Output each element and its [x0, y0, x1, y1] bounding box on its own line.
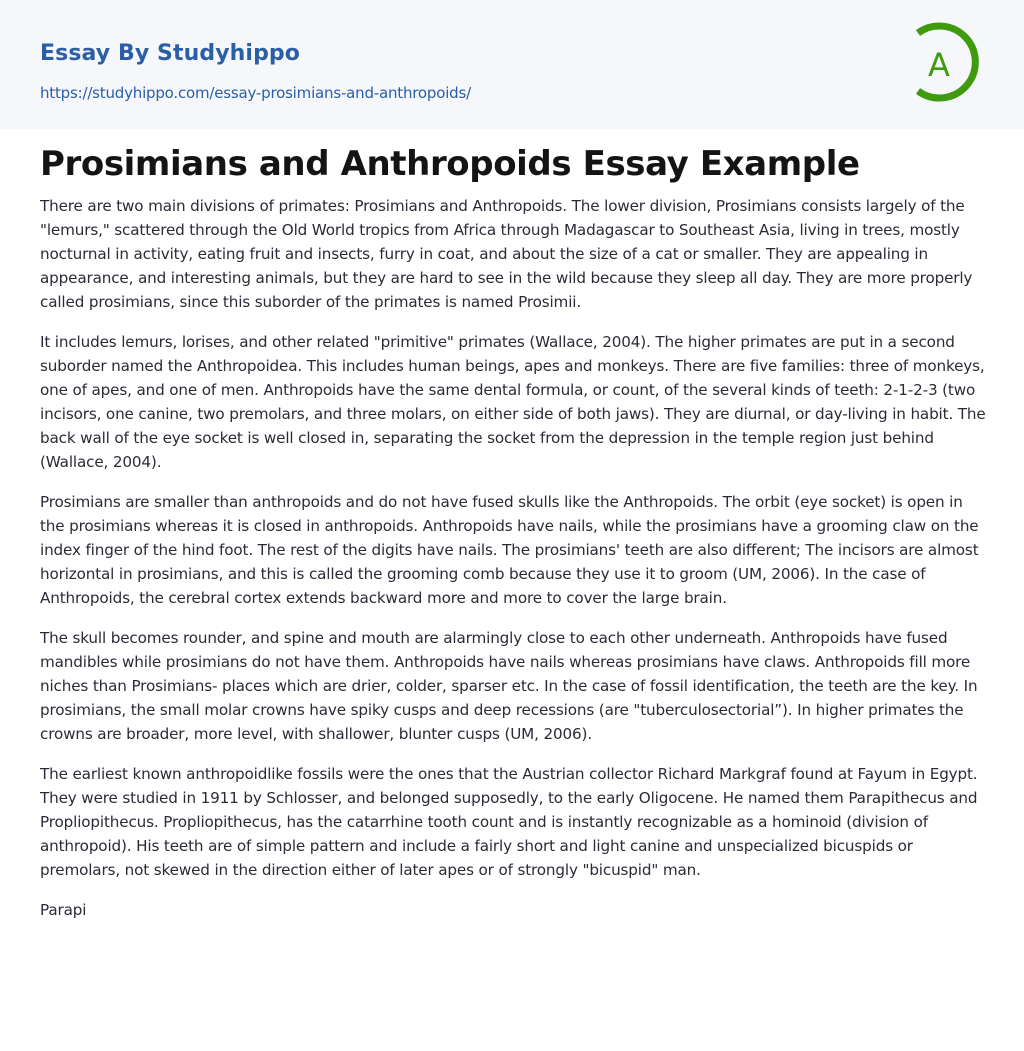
essay-url-link[interactable]: https://studyhippo.com/essay-prosimians-and-anthropoids/	[40, 84, 471, 102]
page-title: Prosimians and Anthropoids Essay Example	[40, 144, 860, 184]
paragraph: The earliest known anthropoidlike fossils were the ones that the Austrian collector Richard Markgraf found at Fayum in Egypt. They were studied in 1911 by Schlosser, and belonged supposedly, to the early Oligocene. He named them Parapithecus and Propliopithecus. Propliopithecus, has the catarrhine tooth count and is instantly recognizable as a hominoid (division of anthropoid). His teeth are of simple pattern and include a fairly short and light canine and unspecialized bicuspids or premolars, not skewed in the direction either of later apes or of strongly "bicuspid" man.	[40, 765, 978, 879]
paragraph: It includes lemurs, lorises, and other related "primitive" primates (Wallace, 2004). The higher primates are put in a second suborder named the Anthropoidea. This includes human beings, apes and monkeys. There are five families: three of monkeys, one of apes, and one of men. Anthropoids have the same dental formula, or count, of the several kinds of teeth: 2-1-2-3 (two incisors, one canine, two premolars, and three molars, on either side of both jaws). They are diurnal, or day-living in habit. The back wall of the eye socket is well closed in, separating the socket from the depression in the temple region just behind (Wallace, 2004).	[40, 333, 986, 471]
essay-body	[40, 194, 986, 938]
paragraph-truncated: Parapi	[40, 901, 87, 919]
paragraph: Prosimians are smaller than anthropoids and do not have fused skulls like the Anthropoids. The orbit (eye socket) is open in the prosimians whereas it is closed in anthropoids. Anthropoids have nails, while the prosimians have a grooming claw on the index finger of the hind foot. The rest of the digits have nails. The prosimians' teeth are also different; The incisors are almost horizontal in prosimians, and this is called the grooming comb because they use it to groom (UM, 2006). In the case of Anthropoids, the cerebral cortex extends backward more and more to cover the large brain.	[40, 493, 979, 607]
studyhippo-logo-icon[interactable]	[912, 19, 986, 105]
paragraph: The skull becomes rounder, and spine and mouth are alarmingly close to each other underneath. Anthropoids have fused mandibles while prosimians do not have them. Anthropoids have nails whereas prosimians have claws. Anthropoids fill more niches than Prosimians- places which are drier, colder, sparser etc. In the case of fossil identification, the teeth are the key. In prosimians, the small molar crowns have spiky cusps and deep recessions (are "tuberculosectorial”). In higher primates the crowns are broader, more level, with shallower, blunter cusps (UM, 2006).	[40, 629, 978, 743]
site-header	[0, 0, 1024, 129]
paragraph: There are two main divisions of primates: Prosimians and Anthropoids. The lower division, Prosimians consists largely of the "lemurs," scattered through the Old World tropics from Africa through Madagascar to Southeast Asia, living in trees, mostly nocturnal in activity, eating fruit and insects, furry in coat, and about the size of a cat or smaller. They are appealing in appearance, and interesting animals, but they are hard to see in the wild because they sleep all day. They are more properly called prosimians, since this suborder of the primates is named Prosimii.	[40, 197, 973, 311]
svg-text:A: A	[928, 46, 950, 84]
site-brand[interactable]: Essay By Studyhippo	[40, 41, 300, 66]
